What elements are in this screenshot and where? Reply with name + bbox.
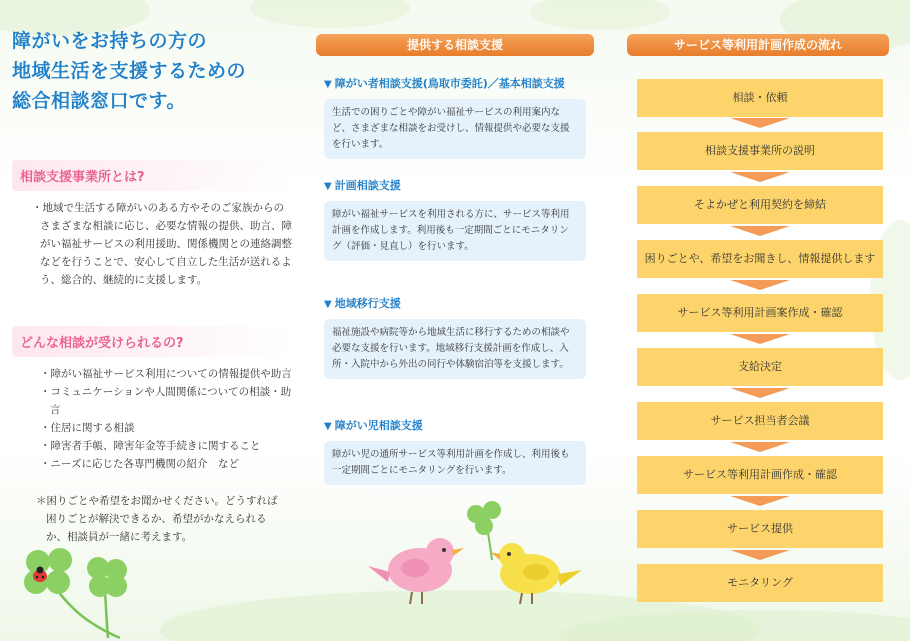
service-body: 障がい児の通所サービス等利用計画を作成し、利用後も一定期間ごとにモニタリングを行います。 bbox=[324, 441, 586, 485]
section-about bbox=[12, 146, 292, 289]
triangle-down-icon: ▼ bbox=[324, 181, 332, 192]
list-item: ・ 障害者手帳、障害年金等手続きに関すること bbox=[40, 437, 292, 455]
headline-line-1: 障がいをお持ちの方の bbox=[12, 30, 208, 52]
flow-header: サービス等利用計画作成の流れ bbox=[627, 34, 889, 56]
arrow-down-icon bbox=[730, 280, 790, 290]
birds-illustration bbox=[360, 500, 590, 620]
service-body: 福祉施設や病院等から地域生活に移行するための相談や必要な支援を行います。地域移行支援計画を作成し、入所・入院中から外出の同行や体験宿泊等を支援します。 bbox=[324, 319, 586, 379]
service-title: 計画相談支援 bbox=[334, 179, 401, 192]
service-title: 地域移行支援 bbox=[334, 297, 401, 310]
yellow-bird-icon bbox=[490, 543, 582, 604]
section-consultations bbox=[12, 312, 292, 473]
services-header: 提供する相談支援 bbox=[316, 34, 594, 56]
left-column bbox=[12, 26, 292, 116]
list-item: ・ ニーズに応じた各専門機関の紹介 など bbox=[40, 455, 292, 473]
arrow-down-icon bbox=[730, 118, 790, 128]
list-item: ・ 障がい福祉サービス利用についての情報提供や助言 bbox=[40, 365, 292, 383]
service-transition bbox=[324, 296, 596, 379]
headline-line-2: 地域生活を支援するための bbox=[12, 60, 247, 82]
sprout-icon bbox=[467, 501, 501, 560]
clover-icon bbox=[10, 540, 140, 640]
right-column bbox=[627, 34, 889, 56]
service-general bbox=[324, 76, 596, 159]
section-about-title: 相談支援事業所とは? bbox=[12, 160, 292, 191]
flow-step: サービス等利用計画案作成・確認 bbox=[637, 294, 883, 332]
flow-step: 支給決定 bbox=[637, 348, 883, 386]
arrow-down-icon bbox=[730, 388, 790, 398]
arrow-down-icon bbox=[730, 226, 790, 236]
middle-column bbox=[316, 34, 594, 56]
consultation-list bbox=[12, 365, 292, 473]
triangle-down-icon: ▼ bbox=[324, 299, 332, 310]
headline-line-3: 総合相談窓口です。 bbox=[12, 90, 186, 112]
triangle-down-icon: ▼ bbox=[324, 79, 332, 90]
service-body: 生活での困りごとや障がい福祉サービスの利用案内など、さまざまな相談をお受けし、情報提供や必要な支援を行います。 bbox=[324, 99, 586, 159]
service-plan bbox=[324, 178, 596, 261]
triangle-down-icon: ▼ bbox=[324, 421, 332, 432]
arrow-down-icon bbox=[730, 550, 790, 560]
list-item: ・ コミュニケーションや人間関係についての相談・助言 bbox=[40, 383, 292, 419]
flow-step: そよかぜと利用契約を締結 bbox=[637, 186, 883, 224]
flow-step: モニタリング bbox=[637, 564, 883, 602]
flow-step: サービス等利用計画作成・確認 bbox=[637, 456, 883, 494]
flow-step: サービス提供 bbox=[637, 510, 883, 548]
section-consultations-title: どんな相談が受けられるの? bbox=[12, 326, 292, 357]
service-child bbox=[324, 418, 596, 485]
section-about-body: ・地域で生活する障がいのある方やそのご家族からのさまざまな相談に応じ、必要な情報の提供、助言、障がい福祉サービスの利用援助、関係機関との連絡調整などを行うことで、安心して自立した生活が送れるよう、総合的、継続的に支援します。 bbox=[32, 202, 292, 286]
arrow-down-icon bbox=[730, 442, 790, 452]
note-text: ＊困りごとや希望をお聞かせください。どうすれば困りごとが解決できるか、希望がかなえられるか、相談員が一緒に考えます。 bbox=[36, 495, 278, 543]
arrow-down-icon bbox=[730, 496, 790, 506]
service-title: 障がい者相談支援(鳥取市委託)／基本相談支援 bbox=[334, 77, 565, 90]
pink-bird-icon bbox=[368, 538, 464, 604]
service-body: 障がい福祉サービスを利用される方に、サービス等利用計画を作成します。利用後も一定期間ごとにモニタリング（評価・見直し）を行います。 bbox=[324, 201, 586, 261]
flow-step: 相談・依頼 bbox=[637, 79, 883, 117]
flow-step: サービス担当者会議 bbox=[637, 402, 883, 440]
arrow-down-icon bbox=[730, 172, 790, 182]
list-item: ・ 住居に関する相談 bbox=[40, 419, 292, 437]
flow-step: 相談支援事業所の説明 bbox=[637, 132, 883, 170]
arrow-down-icon bbox=[730, 334, 790, 344]
service-title: 障がい児相談支援 bbox=[334, 419, 423, 432]
flow-step: 困りごとや、希望をお聞きし、情報提供します bbox=[637, 240, 883, 278]
